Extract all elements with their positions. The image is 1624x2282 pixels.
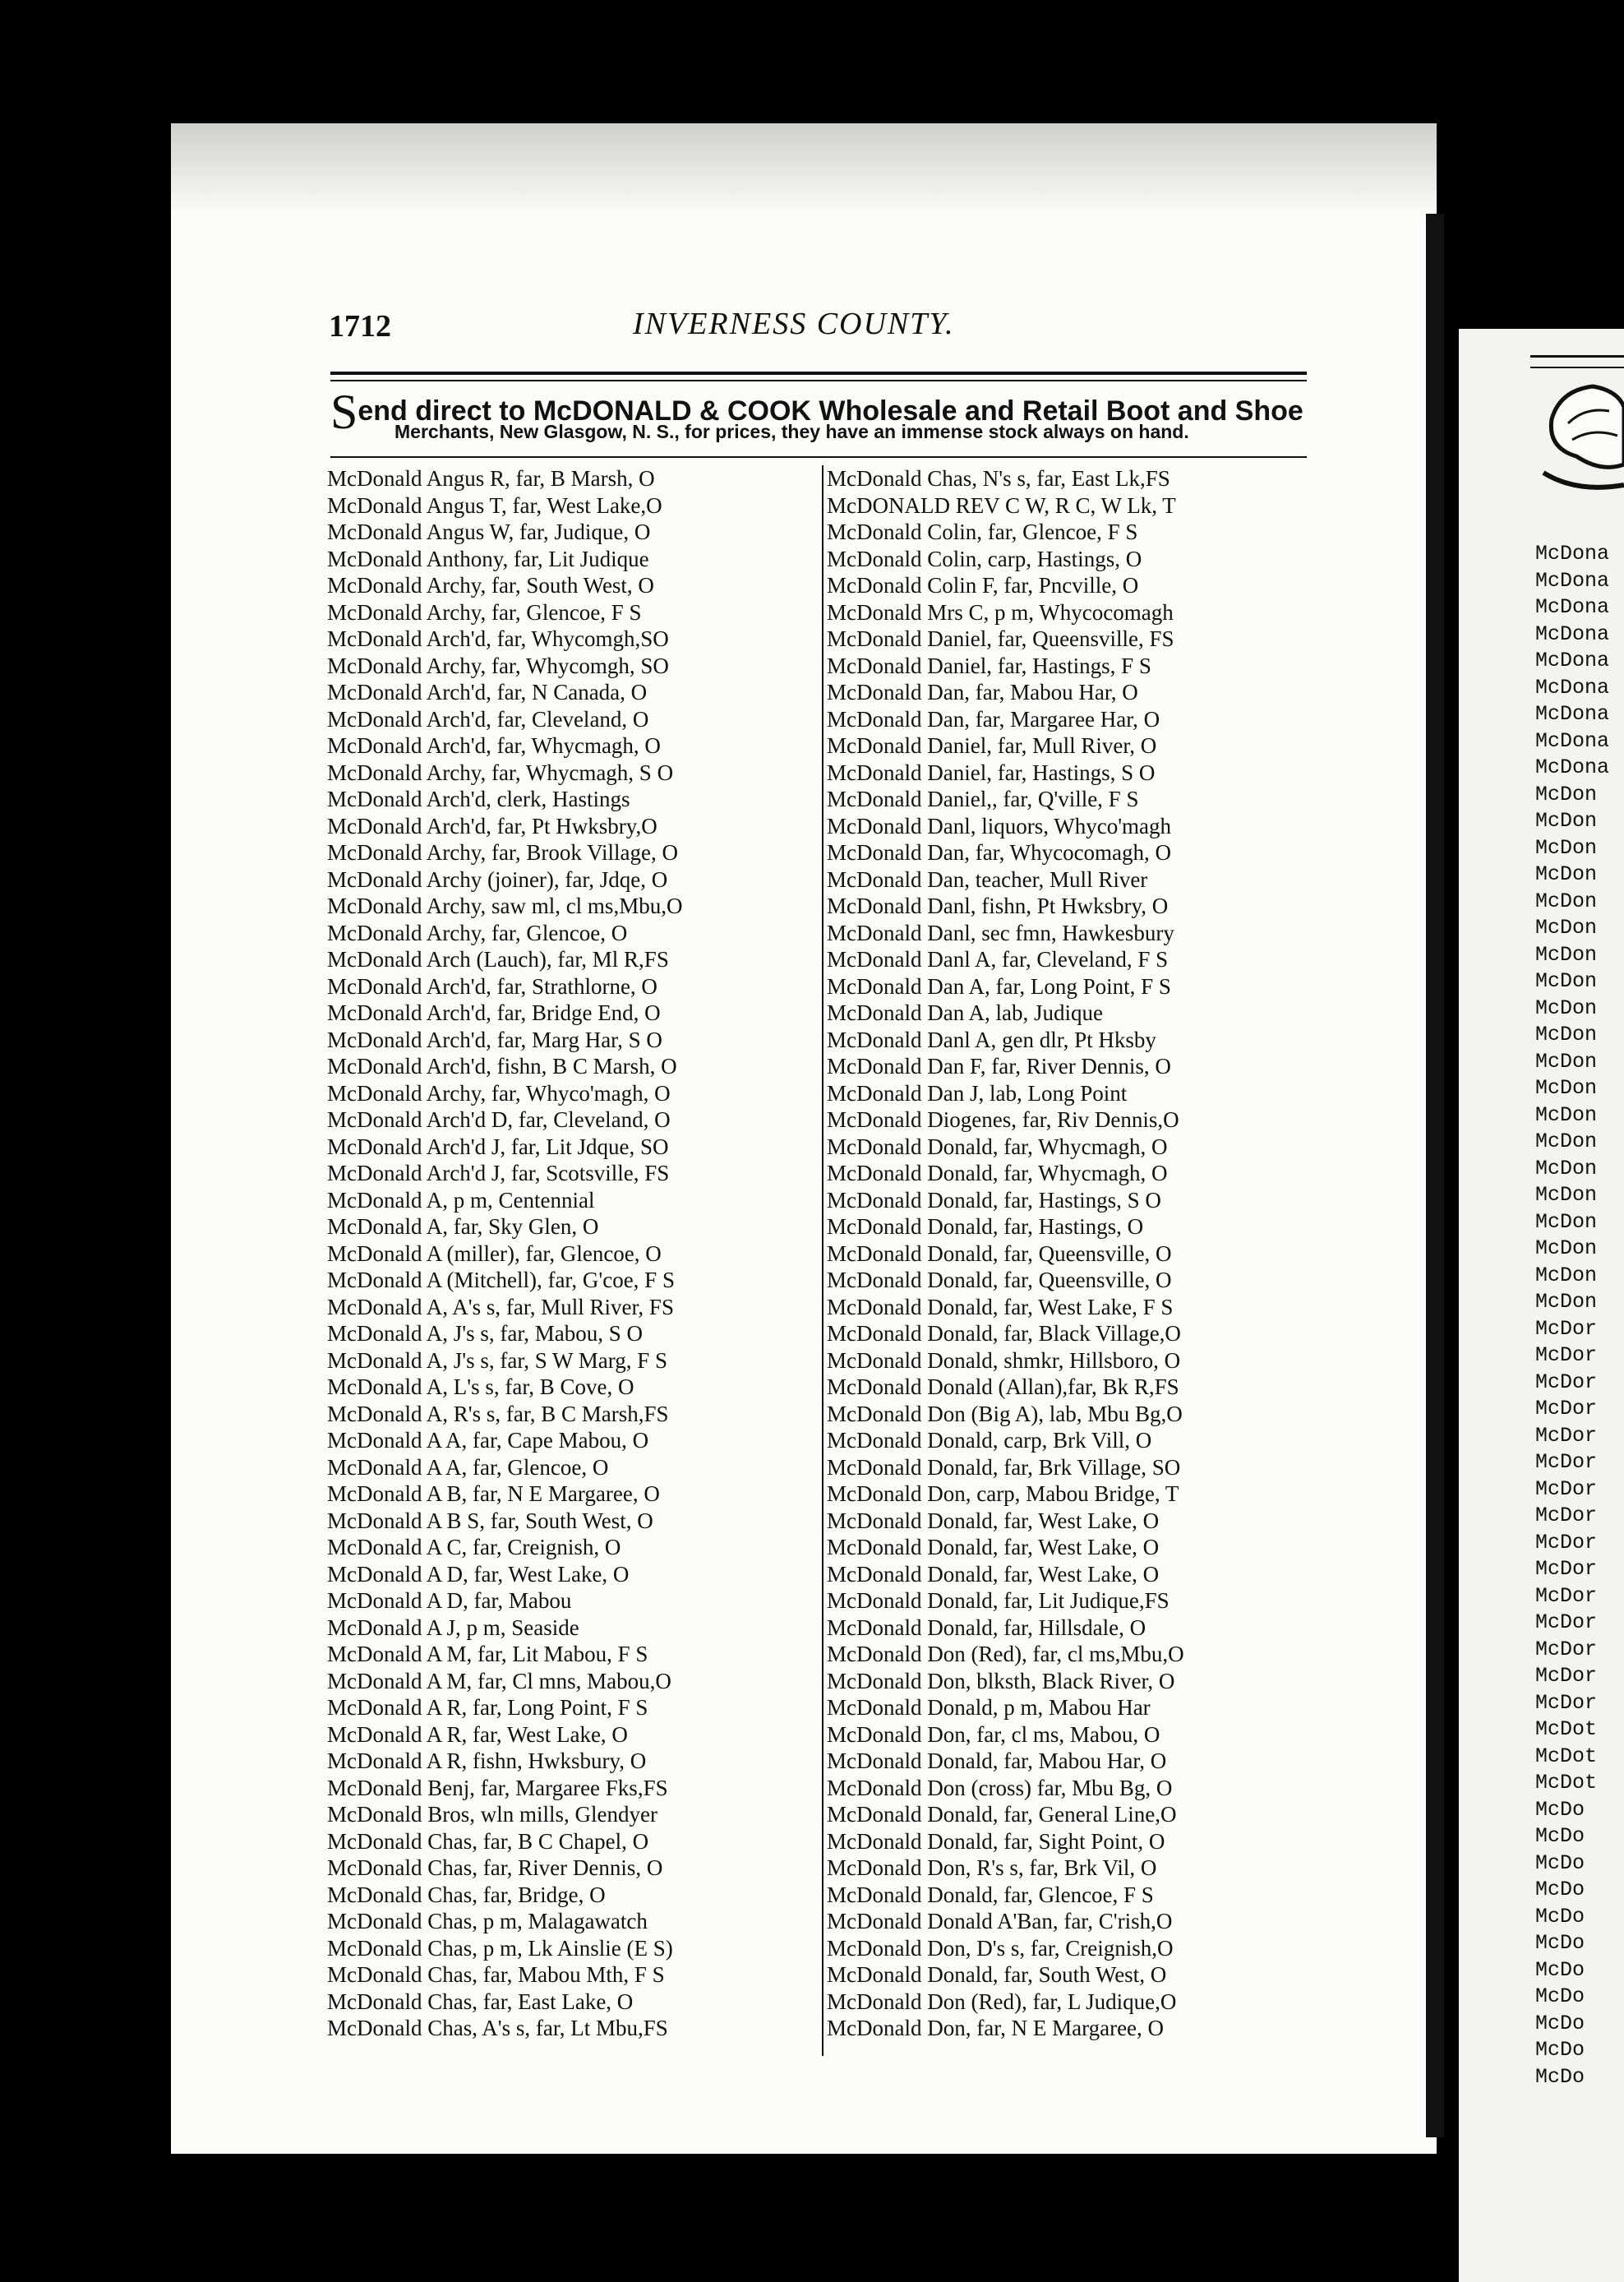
adjacent-page-entry: McDor xyxy=(1535,1476,1598,1501)
adjacent-page-entry: McDon xyxy=(1535,1023,1598,1046)
directory-entry: McDonald Donald, far, Brk Village, SO xyxy=(827,1454,1181,1480)
directory-entry: McDonald Daniel, far, Hastings, S O xyxy=(827,760,1156,785)
directory-entry: McDonald Donald, far, Queensville, O xyxy=(827,1268,1172,1292)
directory-entry: McDonald Donald, far, Black Village,O xyxy=(827,1321,1181,1346)
adjacent-page-entry: McDon xyxy=(1535,809,1598,833)
adjacent-page-entry: McDona xyxy=(1535,595,1610,619)
adjacent-page-ornament-icon xyxy=(1535,374,1624,497)
directory-entry: McDonald Dan J, lab, Long Point xyxy=(827,1080,1128,1106)
directory-entry: McDonald Dan, far, Margaree Har, O xyxy=(827,706,1160,732)
adjacent-page-entry: McDo xyxy=(1535,2011,1585,2035)
directory-entry: McDonald Donald, shmkr, Hillsboro, O xyxy=(827,1347,1181,1373)
directory-entry: McDonald A R, fishn, Hwksbury, O xyxy=(327,1748,647,1773)
directory-entry: McDonald Donald, carp, Brk Vill, O xyxy=(827,1428,1152,1453)
adjacent-page-entry: McDona xyxy=(1535,649,1610,672)
directory-entry: McDonald Don, far, N E Margaree, O xyxy=(827,2016,1165,2040)
adjacent-page-entry: McDor xyxy=(1535,1690,1598,1715)
directory-entry: McDonald Archy, far, Whycomgh, SO xyxy=(327,653,669,678)
directory-entry: McDonald Donald (Allan),far, Bk R,FS xyxy=(827,1374,1179,1399)
directory-entry: McDonald Dan F, far, River Dennis, O xyxy=(827,1054,1171,1079)
directory-entry: McDonald Angus W, far, Judique, O xyxy=(327,520,651,544)
directory-entry: McDonald A R, far, Long Point, F S xyxy=(327,1695,648,1720)
adjacent-page-entry: McDot xyxy=(1535,1744,1598,1768)
directory-entry: McDonald Angus R, far, B Marsh, O xyxy=(327,466,655,491)
adjacent-page-entry: McDon xyxy=(1535,942,1598,967)
directory-entry: McDonald A C, far, Creignish, O xyxy=(327,1535,621,1559)
directory-entry: McDonald A, J's s, far, S W Marg, F S xyxy=(327,1347,668,1373)
directory-entry: McDonald Benj, far, Margaree Fks,FS xyxy=(327,1775,668,1800)
adjacent-page-entry: McDon xyxy=(1535,1076,1598,1100)
directory-entry: McDonald Don, D's s, far, Creignish,O xyxy=(827,1935,1174,1961)
directory-entry: McDonald Donald, far, Hastings, O xyxy=(827,1214,1144,1239)
directory-entry: McDonald Chas, p m, Lk Ainslie (E S) xyxy=(327,1935,673,1961)
directory-entry: McDonald Angus T, far, West Lake,O xyxy=(327,492,662,518)
directory-entry: McDonald Chas, far, Bridge, O xyxy=(327,1882,606,1907)
directory-entry: McDonald A D, far, West Lake, O xyxy=(327,1561,630,1587)
directory-entry: McDonald Arch'd, fishn, B C Marsh, O xyxy=(327,1054,677,1079)
directory-entry: McDonald Donald, far, Lit Judique,FS xyxy=(827,1588,1170,1613)
directory-entry: McDonald Danl A, far, Cleveland, F S xyxy=(827,947,1169,972)
directory-entry: McDonald A B S, far, South West, O xyxy=(327,1508,653,1533)
directory-entry: McDonald A B, far, N E Margaree, O xyxy=(327,1481,660,1506)
directory-entry: McDonald Donald, far, Whycmagh, O xyxy=(827,1134,1168,1159)
directory-entry: McDonald Arch'd J, far, Lit Jdque, SO xyxy=(327,1134,669,1159)
directory-column-left xyxy=(327,465,816,2042)
adjacent-page-entry: McDon xyxy=(1535,1209,1598,1234)
adjacent-page-entry: McDon xyxy=(1535,835,1598,860)
adjacent-page-entry: McDona xyxy=(1535,568,1610,593)
directory-entry: McDonald Arch'd, far, N Canada, O xyxy=(327,680,648,704)
directory-entry: McDonald Daniel, far, Hastings, F S xyxy=(827,653,1151,678)
adjacent-page-entry: McDo xyxy=(1535,1984,1585,2008)
directory-entry: McDonald Daniel,, far, Q'ville, F S xyxy=(827,787,1139,811)
adjacent-page-entry: McDor xyxy=(1535,1316,1598,1341)
directory-entry: McDonald Archy, far, Whyco'magh, O xyxy=(327,1080,671,1106)
adjacent-page-entry: McDor xyxy=(1535,1450,1598,1474)
advertisement-drop-cap: S xyxy=(330,385,358,439)
adjacent-page-entry: McDor xyxy=(1535,1397,1598,1420)
directory-entry: McDonald Donald, far, Hillsdale, O xyxy=(827,1614,1146,1640)
directory-column-right xyxy=(827,465,1316,2042)
adjacent-page-rule xyxy=(1530,367,1624,368)
adjacent-page-entry: McDon xyxy=(1535,862,1598,886)
adjacent-page-entry: McDona xyxy=(1535,755,1610,779)
adjacent-page-entry: McDon xyxy=(1535,1102,1598,1127)
header-rule-thick xyxy=(330,372,1307,375)
directory-entry: McDonald Donald, far, South West, O xyxy=(827,1962,1167,1987)
adjacent-page-entry: McDon xyxy=(1535,1290,1598,1314)
directory-entry: McDonald Dan, teacher, Mull River xyxy=(827,866,1148,892)
directory-entry: McDonald Dan A, lab, Judique xyxy=(827,1000,1103,1025)
directory-entry: McDonald Donald, far, Glencoe, F S xyxy=(827,1882,1154,1907)
directory-entry: McDonald Colin F, far, Pncville, O xyxy=(827,573,1139,598)
column-divider xyxy=(822,465,824,2056)
adjacent-page-entry: McDo xyxy=(1535,1904,1585,1929)
directory-entry: McDonald Chas, far, Mabou Mth, F S xyxy=(327,1962,665,1987)
directory-entry: McDonald Donald, far, Whycmagh, O xyxy=(827,1161,1168,1185)
adjacent-page-entry: McDot xyxy=(1535,1717,1598,1741)
directory-entry: McDonald Arch'd, far, Whycmagh, O xyxy=(327,733,661,758)
advertisement-text-1: end direct to McDONALD & COOK Wholesale and Retail Boot and Shoe xyxy=(358,395,1303,427)
directory-entry: McDonald Donald A'Ban, far, C'rish,O xyxy=(827,1909,1173,1933)
adjacent-page-rule xyxy=(1530,355,1624,358)
adjacent-page-entry: McDor xyxy=(1535,1637,1598,1661)
directory-entry: McDonald A A, far, Glencoe, O xyxy=(327,1454,609,1480)
directory-entry: McDonald Bros, wln mills, Glendyer xyxy=(327,1802,657,1827)
directory-entry: McDonald Chas, p m, Malagawatch xyxy=(327,1909,648,1933)
directory-entry: McDonald Chas, far, River Dennis, O xyxy=(327,1855,663,1880)
adjacent-page-entry: McDo xyxy=(1535,1850,1585,1875)
adjacent-page-entry: McDon xyxy=(1535,916,1598,940)
directory-entry: McDonald Archy, far, South West, O xyxy=(327,573,654,598)
directory-entry: McDonald Archy (joiner), far, Jdqe, O xyxy=(327,866,668,892)
directory-entry: McDonald A A, far, Cape Mabou, O xyxy=(327,1428,649,1453)
directory-entry: McDonald Arch'd, far, Bridge End, O xyxy=(327,1000,661,1025)
directory-entry: McDonald Daniel, far, Queensville, FS xyxy=(827,626,1174,651)
directory-entry: McDonald Arch'd, far, Marg Har, S O xyxy=(327,1027,662,1052)
directory-entry: McDonald Donald, far, West Lake, O xyxy=(827,1535,1160,1559)
directory-entry: McDonald A, far, Sky Glen, O xyxy=(327,1214,599,1239)
directory-entry: McDonald A, J's s, far, Mabou, S O xyxy=(327,1321,644,1346)
directory-entry: McDonald Donald, far, Hastings, S O xyxy=(827,1187,1161,1213)
directory-entry: McDonald Donald, far, General Line,O xyxy=(827,1802,1177,1827)
directory-entry: McDonald Danl, fishn, Pt Hwksbry, O xyxy=(827,894,1169,918)
book-spine xyxy=(1426,214,1444,2137)
directory-entry: McDonald Archy, far, Whycmagh, S O xyxy=(327,760,674,785)
directory-entry: McDonald Donald, far, West Lake, F S xyxy=(827,1294,1174,1319)
adjacent-page-entry: McDon xyxy=(1535,969,1598,993)
adjacent-page-entry: McDo xyxy=(1535,1824,1585,1848)
directory-entry: McDonald Dan, far, Mabou Har, O xyxy=(827,680,1138,704)
adjacent-page-entry: McDona xyxy=(1535,728,1610,753)
directory-entry: McDonald A M, far, Lit Mabou, F S xyxy=(327,1642,648,1666)
adjacent-page-entry: McDon xyxy=(1535,1156,1598,1180)
directory-entry: McDonald Don, blksth, Black River, O xyxy=(827,1668,1175,1693)
directory-entry: McDonald Don, R's s, far, Brk Vil, O xyxy=(827,1855,1157,1880)
adjacent-page-entry: McDo xyxy=(1535,1797,1585,1822)
adjacent-page-column xyxy=(1535,541,1624,2090)
adjacent-page-entry: McDo xyxy=(1535,1931,1585,1955)
directory-entry: McDonald Diogenes, far, Riv Dennis,O xyxy=(827,1107,1179,1132)
adjacent-page-entry: McDon xyxy=(1535,1129,1598,1153)
directory-entry: McDonald Daniel, far, Mull River, O xyxy=(827,733,1157,758)
directory-entry: McDonald A R, far, West Lake, O xyxy=(327,1721,628,1747)
directory-entry: McDonald Archy, saw ml, cl ms,Mbu,O xyxy=(327,894,683,918)
directory-entry: McDonald A, A's s, far, Mull River, FS xyxy=(327,1294,674,1319)
directory-entry: McDonald A M, far, Cl mns, Mabou,O xyxy=(327,1668,671,1693)
directory-entry: McDonald Arch (Lauch), far, Ml R,FS xyxy=(327,947,669,972)
adjacent-page-entry: McDor xyxy=(1535,1610,1598,1634)
advertisement-line-2: Merchants, New Glasgow, N. S., for prices, they have an immense stock always on hand. xyxy=(394,421,1189,442)
adjacent-page-entry: McDon xyxy=(1535,1183,1598,1207)
adjacent-page-entry: McDor xyxy=(1535,1370,1598,1394)
directory-entry: McDonald A, L's s, far, B Cove, O xyxy=(327,1374,634,1399)
directory-entry: McDonald Donald, far, Sight Point, O xyxy=(827,1828,1165,1854)
adjacent-page-entry: McDor xyxy=(1535,1423,1598,1448)
directory-entry: McDonald Arch'd, far, Strathlorne, O xyxy=(327,973,657,999)
page-top-shadow xyxy=(171,123,1437,214)
directory-entry: McDonald Arch'd, clerk, Hastings xyxy=(327,787,630,811)
directory-entry: McDonald Danl, liquors, Whyco'magh xyxy=(827,813,1172,838)
directory-entry: McDonald Donald, far, Queensville, O xyxy=(827,1240,1172,1266)
adjacent-page-entry: McDona xyxy=(1535,542,1610,566)
adjacent-page-entry: McDona xyxy=(1535,702,1610,726)
directory-entry: McDonald Don, far, cl ms, Mabou, O xyxy=(827,1721,1160,1747)
page-title: INVERNESS COUNTY. xyxy=(633,307,955,341)
directory-entry: McDonald A J, p m, Seaside xyxy=(327,1614,579,1640)
directory-entry: McDonald A, R's s, far, B C Marsh,FS xyxy=(327,1401,669,1426)
directory-entry: McDonald A (miller), far, Glencoe, O xyxy=(327,1240,662,1266)
directory-entry: McDonald Don, carp, Mabou Bridge, T xyxy=(827,1481,1179,1506)
header-rule-thin xyxy=(330,380,1307,381)
directory-entry: McDonald Danl A, gen dlr, Pt Hksby xyxy=(827,1027,1156,1052)
adjacent-page-entry: McDo xyxy=(1535,1957,1585,1982)
directory-entry: McDonald Arch'd J, far, Scotsville, FS xyxy=(327,1161,670,1185)
directory-entry: McDonald Donald, far, Mabou Har, O xyxy=(827,1748,1167,1773)
directory-entry: McDonald Danl, sec fmn, Hawkesbury xyxy=(827,920,1174,945)
directory-entry: McDonald Don (Big A), lab, Mbu Bg,O xyxy=(827,1401,1183,1426)
directory-entry: McDonald A (Mitchell), far, G'coe, F S xyxy=(327,1268,675,1292)
directory-entry: McDonald Archy, far, Glencoe, F S xyxy=(327,599,642,625)
adjacent-page-entry: McDot xyxy=(1535,1771,1598,1795)
directory-entry: McDonald Dan, far, Whycocomagh, O xyxy=(827,840,1172,865)
directory-entry: McDonald A, p m, Centennial xyxy=(327,1187,595,1213)
directory-entry: McDonald Don (cross) far, Mbu Bg, O xyxy=(827,1775,1173,1800)
directory-entry: McDonald Chas, far, East Lake, O xyxy=(327,1989,634,2014)
adjacent-page-entry: McDo xyxy=(1535,1878,1585,1901)
directory-entry: McDonald Colin, carp, Hastings, O xyxy=(827,546,1142,571)
adjacent-page-entry: McDon xyxy=(1535,1236,1598,1260)
directory-entry: McDonald Arch'd, far, Cleveland, O xyxy=(327,706,649,732)
directory-entry: McDonald Arch'd, far, Pt Hwksbry,O xyxy=(327,813,657,838)
directory-entry: McDonald Chas, A's s, far, Lt Mbu,FS xyxy=(327,2016,668,2040)
adjacent-page-entry: McDor xyxy=(1535,1343,1598,1367)
directory-entry: McDonald A D, far, Mabou xyxy=(327,1588,572,1613)
directory-entry: McDonald Archy, far, Brook Village, O xyxy=(327,840,678,865)
adjacent-page-entry: McDo xyxy=(1535,2064,1585,2089)
adjacent-page-entry: McDor xyxy=(1535,1504,1598,1527)
adjacent-page-entry: McDon xyxy=(1535,1263,1598,1287)
adjacent-page-entry: McDor xyxy=(1535,1530,1598,1554)
directory-entry: McDonald Arch'd D, far, Cleveland, O xyxy=(327,1107,671,1132)
directory-entry: McDonald Mrs C, p m, Whycocomagh xyxy=(827,599,1174,625)
adjacent-page-entry: McDon xyxy=(1535,889,1598,913)
directory-entry: McDONALD REV C W, R C, W Lk, T xyxy=(827,492,1176,518)
directory-entry: McDonald Donald, p m, Mabou Har xyxy=(827,1695,1151,1720)
adjacent-page-entry: McDor xyxy=(1535,1664,1598,1688)
adjacent-page-entry: McDor xyxy=(1535,1557,1598,1581)
directory-entry: McDonald Chas, far, B C Chapel, O xyxy=(327,1828,649,1854)
adjacent-page-entry: McDona xyxy=(1535,675,1610,700)
advertisement-rule xyxy=(330,456,1307,458)
adjacent-page-entry: McDon xyxy=(1535,782,1598,806)
adjacent-page-entry: McDon xyxy=(1535,995,1598,1020)
directory-entry: McDonald Donald, far, West Lake, O xyxy=(827,1508,1160,1533)
adjacent-page-entry: McDona xyxy=(1535,621,1610,646)
directory-entry: McDonald Archy, far, Glencoe, O xyxy=(327,920,628,945)
directory-entry: McDonald Don (Red), far, L Judique,O xyxy=(827,1989,1177,2014)
directory-entry: McDonald Anthony, far, Lit Judique xyxy=(327,546,649,571)
directory-entry: McDonald Arch'd, far, Whycomgh,SO xyxy=(327,626,669,651)
directory-entry: McDonald Dan A, far, Long Point, F S xyxy=(827,973,1171,999)
directory-entry: McDonald Colin, far, Glencoe, F S xyxy=(827,520,1138,544)
directory-entry: McDonald Chas, N's s, far, East Lk,FS xyxy=(827,466,1170,491)
page-number: 1712 xyxy=(329,309,391,344)
directory-entry: McDonald Donald, far, West Lake, O xyxy=(827,1561,1160,1587)
adjacent-page-entry: McDor xyxy=(1535,1583,1598,1608)
adjacent-page-entry: McDon xyxy=(1535,1049,1598,1074)
adjacent-page-entry: McDo xyxy=(1535,2038,1585,2062)
directory-entry: McDonald Don (Red), far, cl ms,Mbu,O xyxy=(827,1642,1184,1666)
